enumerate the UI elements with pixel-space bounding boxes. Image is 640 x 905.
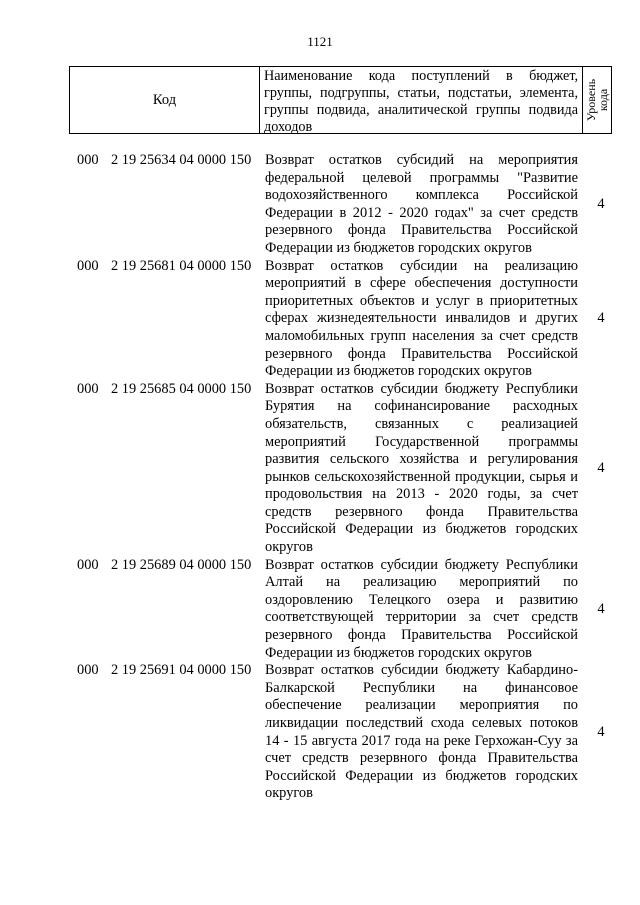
row-name: Возврат остатков субсидии на реализацию мероприятий в сфере обеспечения доступности приоритетных объектов и услуг в приоритетных сферах жизнедеятельности инвалидов и других маломобильных групп населения за счет средств резервного фонда Правительства Российской Федерации из бюджетов городских округов [265, 257, 578, 380]
row-prefix: 000 [77, 257, 99, 274]
row-code: 2 19 25681 04 0000 150 [111, 257, 252, 274]
header-code-label: Код [70, 67, 260, 133]
table-row [77, 381, 612, 557]
row-code: 2 19 25691 04 0000 150 [111, 662, 252, 679]
page-number: 1121 [307, 34, 333, 49]
row-name: Возврат остатков субсидий на мероприятия федеральной целевой программы "Развитие водохозяйственного комплекса Российской Федерации в 2012 - 2020 годах" за счет средств резервного фонда Правительства Российской Федерации из бюджетов городских округов [265, 152, 578, 256]
row-name: Возврат остатков субсидии бюджету Кабардино-Балкарской Республики на финансовое обеспечение реализации мероприятия по ликвидации последствий схода селевых потоков 14 - 15 августа 2017 года на реке Герхожан-Суу за счет средств резервного фонда Правительства Российской Федерации из бюджетов городских округов [265, 662, 578, 802]
table-row [77, 258, 612, 381]
row-prefix: 000 [77, 380, 99, 397]
row-prefix: 000 [77, 152, 99, 168]
row-name: Возврат остатков субсидии бюджету Республики Алтай на реализацию мероприятий по оздоровлению Телецкого озера и развитию соответствующей территории за счет средств резервного фонда Правительства Российской Федерации из бюджетов городских округов [265, 556, 578, 661]
header-level-cell [583, 67, 611, 133]
row-level: 4 [597, 459, 605, 476]
table-body [77, 152, 612, 803]
header-level-label-line2: кода [596, 88, 610, 112]
row-level: 4 [597, 723, 605, 740]
row-level: 4 [597, 600, 605, 617]
header-level-label [585, 79, 609, 121]
row-prefix: 000 [77, 662, 99, 679]
header-level-label-line1: Уровень [584, 78, 598, 122]
row-level: 4 [597, 310, 605, 327]
row-level: 4 [597, 195, 605, 212]
row-code: 2 19 25689 04 0000 150 [111, 556, 252, 573]
table-row [77, 662, 612, 803]
row-prefix: 000 [77, 556, 99, 573]
header-name-label: Наименование кода поступлений в бюджет, группы, подгруппы, статьи, подстатьи, элемента, группы подвида, аналитической группы подвида доходов [260, 67, 583, 133]
table-row [77, 152, 612, 258]
table-header [69, 66, 612, 134]
row-name: Возврат остатков субсидии бюджету Республики Бурятия на софинансирование расходных обязательств, связанных с реализацией мероприятий Государственной программы развития сельского хозяйства и регулирования рынков сельскохозяйственной продукции, сырья и продовольствия на 2013 - 2020 годы, за счет средств резервного фонда Правительства Российской Федерации из бюджетов городских округов [265, 380, 578, 556]
table-row [77, 557, 612, 663]
row-code: 2 19 25634 04 0000 150 [111, 152, 252, 168]
row-code: 2 19 25685 04 0000 150 [111, 380, 252, 397]
